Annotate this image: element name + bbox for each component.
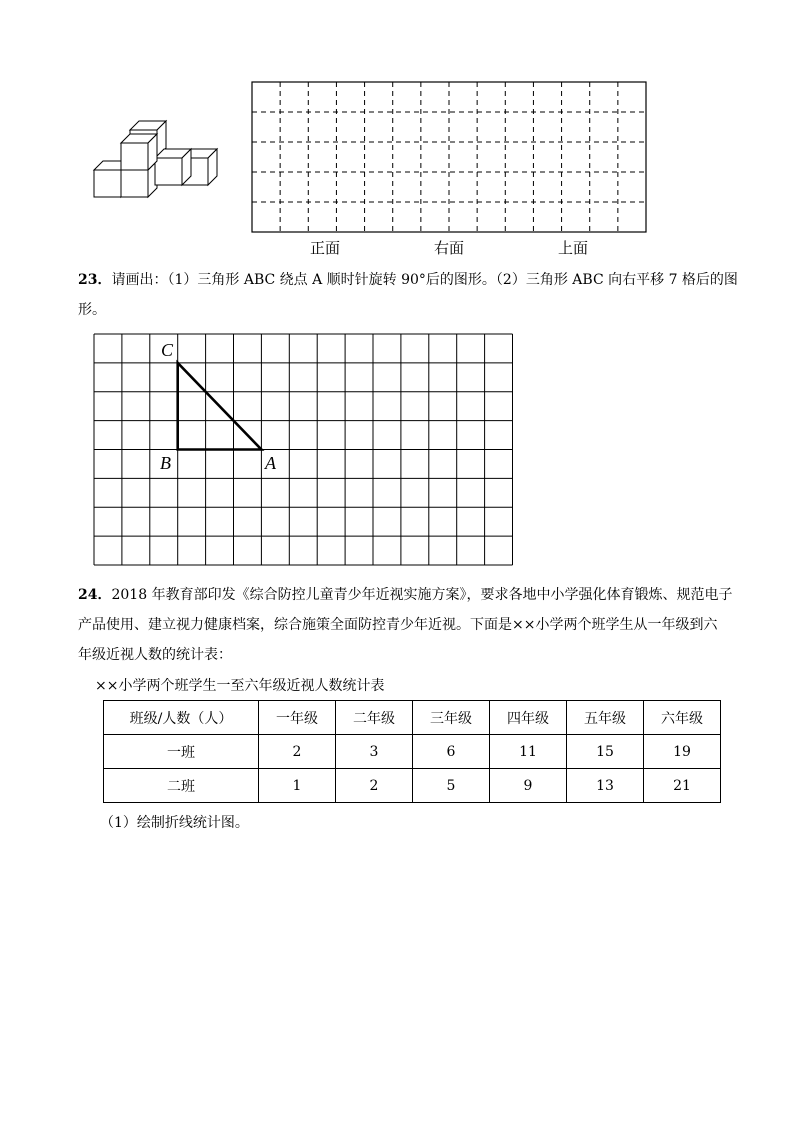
point-label-a: A [265,453,276,473]
table-header-cell: 五年级 [567,701,644,735]
table-header-cell: 三年级 [413,701,490,735]
view-label-right: 右面 [434,239,465,257]
q24-line2: 产品使用、建立视力健康档案，综合施策全面防控青少年近视。下面是××小学两个班学生从一年级到六 [78,617,718,633]
point-label-c: C [161,340,174,360]
table-header-cell: 班级/人数（人） [104,701,259,735]
q24-number: 24． [78,587,112,603]
table-title: ××小学两个班学生一至六年级近视人数统计表 [95,678,385,694]
table-header-cell: 二年级 [336,701,413,735]
table-row [104,735,721,769]
table-cell: 一班 [104,735,259,769]
table-cell: 11 [490,735,567,769]
table-cell: 2 [336,769,413,803]
q23-number: 23． [78,272,112,288]
table-cell: 13 [567,769,644,803]
table-header-cell: 四年级 [490,701,567,735]
table-header-cell: 一年级 [259,701,336,735]
table-header-cell: 六年级 [644,701,721,735]
q23-line1: 请画出：（1）三角形 ABC 绕点 A 顺时针旋转 90°后的图形。（2）三角形 ABC 向右平移 7 格后的图 [111,272,738,288]
table-header-row [104,701,721,735]
table-cell: 1 [259,769,336,803]
q24-text [78,585,733,605]
q24-sub1: （1）绘制折线统计图。 [100,815,249,831]
table-cell: 19 [644,735,721,769]
q24-line3: 年级近视人数的统计表： [78,647,232,663]
q23-line2: 形。 [78,302,106,318]
triangle-abc [178,363,262,450]
q24-line1: 2018 年教育部印发《综合防控儿童青少年近视实施方案》，要求各地中小学强化体育锻炼、规范电子 [111,587,733,603]
table-row [104,769,721,803]
view-label-top: 上面 [558,239,589,257]
myopia-stats-table [103,700,721,803]
table-cell: 2 [259,735,336,769]
point-label-b: B [160,453,171,473]
view-label-front: 正面 [310,239,341,257]
table-cell: 9 [490,769,567,803]
table-cell: 15 [567,735,644,769]
table-cell: 6 [413,735,490,769]
table-cell: 21 [644,769,721,803]
table-cell: 二班 [104,769,259,803]
table-cell: 3 [336,735,413,769]
table-cell: 5 [413,769,490,803]
